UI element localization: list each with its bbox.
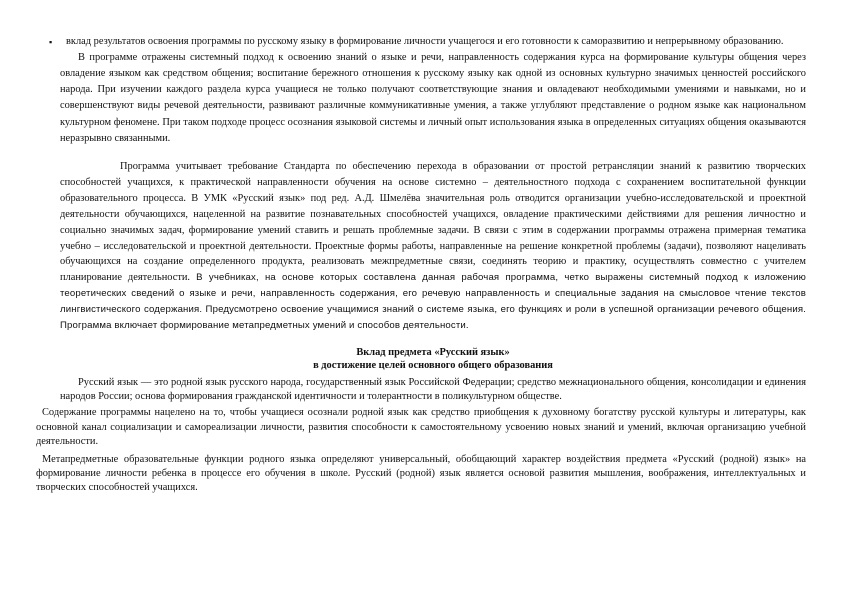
section-heading-line1: Вклад предмета «Русский язык» — [356, 346, 510, 358]
paragraph-standard-serif-text: Программа учитывает требование Стандарта по обеспечению перехода в образовании от простой ретрансляции знаний к развитию творческих способностей учащихся, к практической направленности обучения на основе системно – деятельностного подхода с сохранением воспитательной функции образовательного процесса. В УМК «Русский язык» под ред. А.Д. Шмелёва значительная роль отводится организации учебно-исследовательской и проектной деятельности обучающихся, нацеленной на развитие познавательных способностей учащихся, овладение практическими действиями для решения личностно и социально значимых задач, формирование умений ставить и решать проблемные задачи. В связи с этим в содержании программы отражена примерная тематика учебно – исследовательской и проектной деятельности. Проектные формы работы, направленные на решение конкретной проблемы (задачи), позволяют нацеливать обучающихся на создание определенного продукта, реализовать межпредметные связи, соединять теорию и практику, осуществлять совместно с учителем планирование деятельности. — [60, 161, 806, 284]
paragraph-standard-requirements — [60, 159, 806, 334]
section-heading-line2: в достижение целей основного общего образования — [313, 359, 553, 371]
paragraph-russian-language: Русский язык — это родной язык русского народа, государственный язык Российской Федерации; средство межнационального общения, консолидации и единения народов России; основа формирования гражданской идентичности и толерантности в поликультурном обществе. — [60, 376, 806, 403]
bullet-list-item — [49, 36, 806, 49]
paragraph-metasubject-functions: Метапредметные образовательные функции родного языка определяют универсальный, обобщающий характер воздействия предмета «Русский (родной) язык» на формирование личности ребенка в процессе его обучения в школе. Русский (родной) язык является основой развития мышления, воображения, интеллектуальных и творческих способностей учащихся. — [36, 454, 806, 494]
bullet-marker: ▪ — [49, 37, 53, 47]
paragraph-program-content: Содержание программы нацелено на то, чтобы учащиеся осознали родной язык как средство приобщения к духовному богатству русской культуры и литературы, как основной канал социализации и самореализации личности, развития способности к самостоятельному усвоению новых знаний и умений, включая организацию учебной деятельности. — [36, 407, 806, 447]
bullet-text: вклад результатов освоения программы по русскому языку в формирование личности учащегося и его готовности к саморазвитию и непрерывному образованию. — [66, 36, 784, 47]
paragraph-textbook-text: В учебниках, на основе которых составлена данная рабочая программа, четко выражены системный подход к изложению теоретических сведений о языке и речи, направленность содержания, его речевую направленность и специальные задания на смысловое чтение текстов лингвистического содержания. Предусмотрено освоение учащимися знаний о системе языка, его функциях и роли в успешной организации речевого общения. Программа включает формирование метапредметных умений и способов деятельности. — [60, 272, 806, 332]
paragraph-system-approach: В программе отражены системный подход к освоению знаний о языке и речи, направленность содержания курса на формирование культуры общения через овладение языком как средством общения; воспитание бережного отношения к русскому языку как одной из основных культурно значимых ценностей российского народа. При изучении каждого раздела курса учащиеся не только получают соответствующие знания и овладевают необходимыми умениями и навыками, но и совершенствуют виды речевой деятельности, развивают различные коммуникативные умения, а также углубляют представление о родном языке как национальном культурном феномене. При таком подходе процесс осознания языковой системы и личный опыт использования языка в определенных ситуациях общения оказываются неразрывно связанными. — [60, 51, 806, 144]
